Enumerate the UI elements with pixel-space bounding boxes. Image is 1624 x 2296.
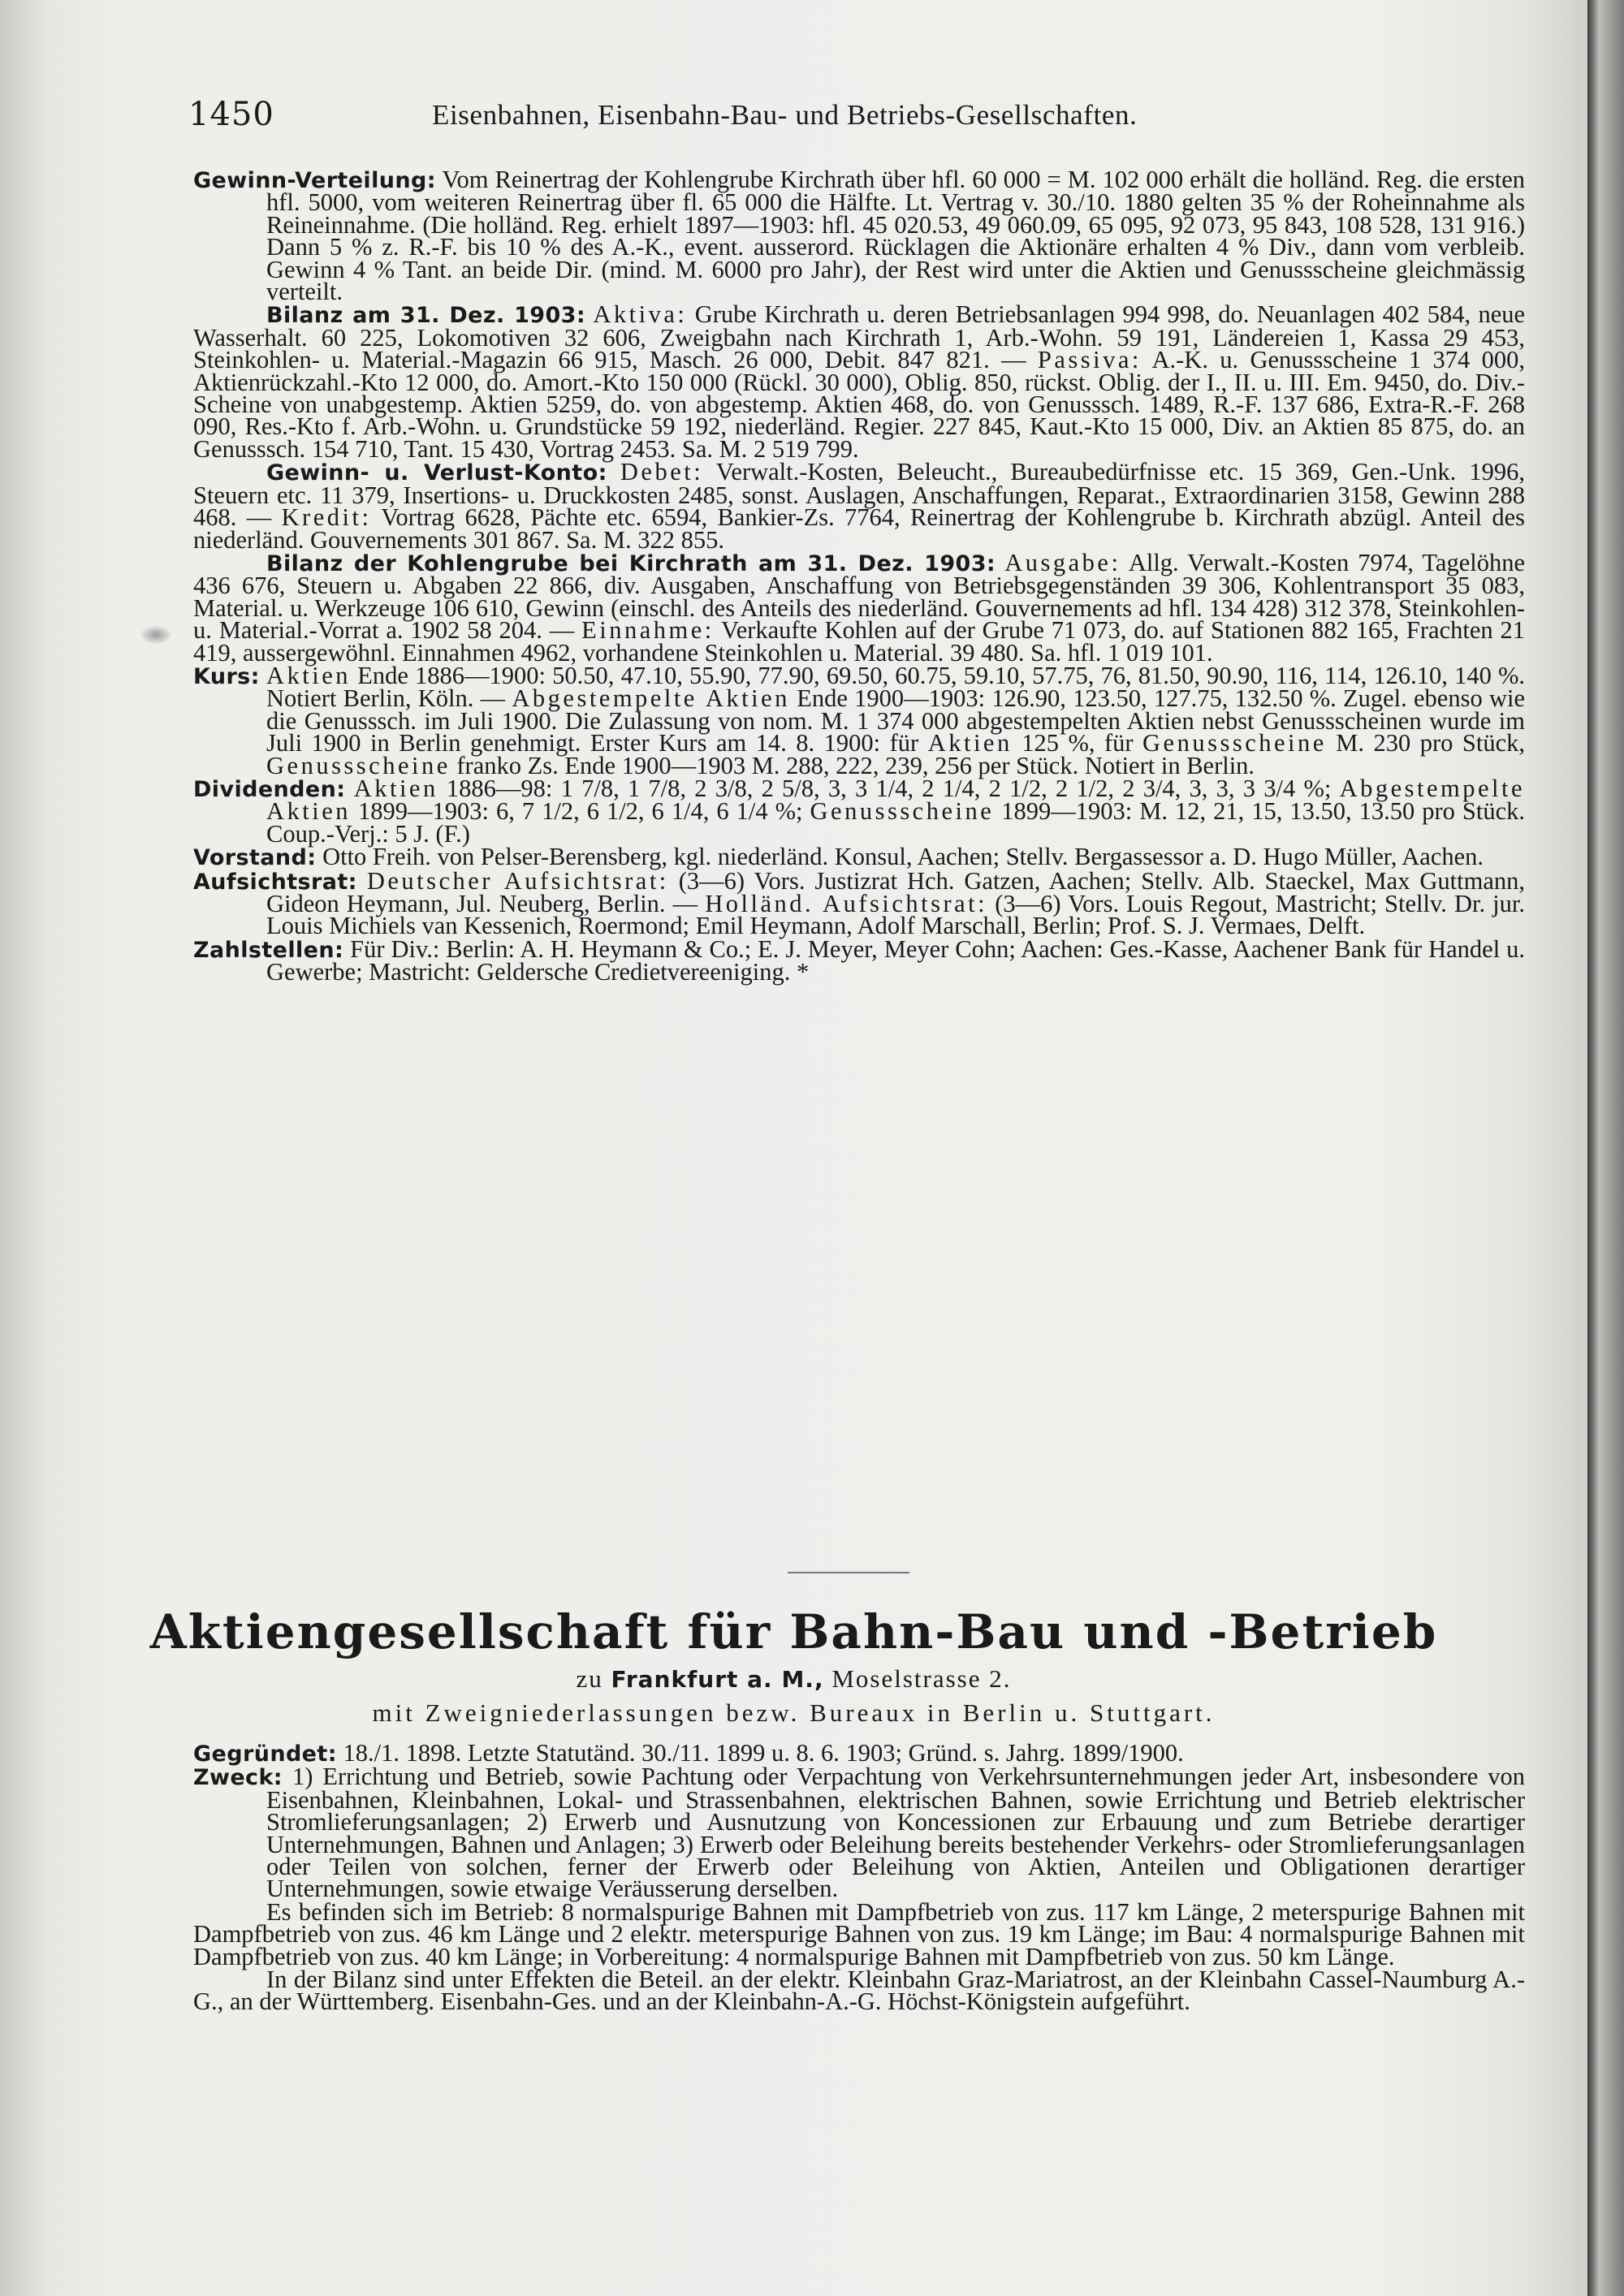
label-kredit: Kredit: — [281, 503, 372, 532]
text-kurs-2: Ende 1900—1903: 126.90, 123.50, 127.75, 132.50 %. Zugel. ebenso wie die Genusssch. im Juli 1900. Die Zulassung von nom. M. 1 374 000 abgestempelten Aktien nebst Genussscheinen wurde im Juli 1900 in Berlin genehmigt. Erster Kurs am 14. 8. 1900: für — [266, 684, 1526, 757]
section-bahnbau — [193, 1739, 1525, 2016]
label-vorstand: Vorstand: — [193, 845, 317, 871]
text-ausgabe: Allg. Verwalt.-Kosten 7974, Tagelöhne 436 676, Steuern u. Abgaben 22 866, div. Ausgaben, Anschaffung von Betriebsgegenständen 39 306, Kohlentransport 35 083, Material. u. Werkzeuge 106 610, Gewinn (einschl. des Anteils des niederländ. Gouvernements ad hfl. 134 428) 312 378, Steinkohlen- u. Material.-Vorrat a. 1902 58 204. — — [193, 548, 1526, 645]
label-ausgabe: Ausgabe: — [1004, 548, 1121, 576]
running-head — [188, 96, 1520, 145]
text-kredit: Vortrag 6628, Pächte etc. 6594, Bankier-Zs. 7764, Reinertrag der Kohlengrube b. Kirchrath abzügl. Anteil des niederländ. Gouvernements 301 867. Sa. M. 322 855. — [193, 503, 1526, 554]
label-div-abgestempelte: Abgestempelte Aktien — [266, 774, 1526, 826]
label-bilanz-kohlengrube: Bilanz der Kohlengrube bei Kirchrath am 31. Dez. 1903: — [266, 550, 996, 576]
label-kurs-aktien-2: Aktien — [927, 729, 1013, 757]
entry-bilanz-effekten — [193, 1966, 1525, 2016]
label-einnahme: Einnahme: — [581, 616, 715, 645]
company-address: Moselstrasse 2. — [831, 1664, 1012, 1693]
page-number: 1450 — [188, 96, 274, 133]
text-aufsichtsrat-2: (3—6) Vors. Louis Regout, Mastricht; Stellv. Dr. jur. Louis Michiels van Kessenich, Roermond; Emil Heymann, Adolf Marschall, Berlin; Prof. S. J. Vermaes, Delft. — [266, 890, 1525, 940]
label-kurs-genuss-2: Genussscheine — [266, 751, 451, 779]
entry-vorstand — [193, 843, 1525, 871]
label-gewinn-verteilung: Gewinn-Verteilung: — [193, 168, 436, 193]
text-div-1: 1886—98: 1 7/8, 1 7/8, 2 3/8, 2 5/8, 3, 3 1/4, 2 1/4, 2 1/2, 2 1/2, 2 3/4, 3, 3, 3 3/4 %; — [438, 774, 1340, 802]
label-div-genuss: Genussscheine — [810, 797, 995, 826]
text-div-3: 1899—1903: M. 12, 21, 15, 13.50, 13.50 pro Stück. Coup.-Verj.: 5 J. (F.) — [266, 797, 1525, 848]
text-kurs-1: Ende 1886—1900: 50.50, 47.10, 55.90, 77.90, 69.50, 60.75, 59.10, 57.75, 76, 81.50, 90.90, 116, 114, 126.10, 140 %. Notiert Berlin, Köln. — — [266, 661, 1526, 713]
label-debet: Debet: — [620, 458, 704, 486]
label-guv: Gewinn- u. Verlust-Konto: — [266, 460, 607, 486]
label-kurs-abgestempelte: Abgestempelte Aktien — [512, 684, 790, 713]
text-debet: Verwalt.-Kosten, Beleucht., Bureaubedürfnisse etc. 15 369, Gen.-Unk. 1996, Steuern etc. 11 379, Insertions- u. Druckkosten 2485, sonst. Auslagen, Anschaffungen, Reparat., Extraordinarien 3158, Gewinn 288 468. — — [193, 458, 1526, 532]
company-title: Aktiengesellschaft für Bahn-Bau und -Betrieb — [149, 1604, 1438, 1659]
label-aufsichtsrat: Aufsichtsrat: — [193, 869, 357, 895]
label-zahlstellen: Zahlstellen: — [193, 937, 344, 963]
text-gewinn-verteilung: Vom Reinertrag der Kohlengrube Kirchrath über hfl. 60 000 = M. 102 000 erhält die holländ. Reg. die ersten hfl. 5000, vom weiteren Reinertrag über fl. 65 000 die Hälfte. Lt. Vertrag v. 30./10. 1880 gelten 35 % der Roheinnahme als Reineinnahme. (Die holländ. Reg. erhielt 1897—1903: hfl. 45 020.53, 49 060.09, 65 095, 92 073, 95 843, 108 528, 131 916.) Dann 5 % z. R.-F. bis 10 % des A.-K., event. ausserord. Rücklagen die Aktionäre erhalten 4 % Div., dann vom verbleib. Gewinn 4 % Tant. an beide Dir. (mind. M. 6000 pro Jahr), der Rest wird unter die Aktien und Genussscheine gleichmässig verteilt. — [266, 166, 1525, 306]
text-kurs-3: 125 %, für — [1012, 729, 1143, 757]
entry-guv — [193, 458, 1526, 554]
label-kurs: Kurs: — [193, 663, 260, 689]
entry-zahlstellen — [193, 934, 1525, 986]
print-smudge — [140, 625, 172, 645]
label-bilanz: Bilanz am 31. Dez. 1903: — [266, 303, 586, 329]
entry-zweck — [193, 1763, 1525, 1903]
entry-dividenden — [193, 774, 1526, 848]
entry-bilanz-kohlengrube — [193, 548, 1526, 667]
entry-betrieb — [193, 1897, 1525, 1970]
text-div-2: 1899—1903: 6, 7 1/2, 6 1/2, 6 1/4, 6 1/4 %; — [351, 797, 810, 826]
section-kirchrath — [193, 166, 1526, 986]
company-branches: mit Zweigniederlassungen bezw. Bureaux in Berlin u. Stuttgart. — [372, 1698, 1216, 1727]
company-location — [0, 1664, 1587, 1694]
text-einnahme: Verkaufte Kohlen auf der Grube 71 073, do. auf Stationen 882 165, Frachten 21 419, aussergewöhnl. Einnahmen 4962, vorhandene Steinkohlen u. Material. 39 480. Sa. hfl. 1 019 101. — [193, 616, 1525, 667]
text-kurs-4: M. 230 pro Stück, — [1326, 729, 1526, 757]
label-gegruendet: Gegründet: — [193, 1741, 337, 1767]
label-div-aktien: Aktien — [353, 774, 438, 802]
label-zweck: Zweck: — [193, 1765, 283, 1791]
text-vorstand: Otto Freih. von Pelser-Berensberg, kgl. niederländ. Konsul, Aachen; Stellv. Bergassessor a. D. Hugo Müller, Aachen. — [322, 843, 1484, 871]
label-hollaend-aufsichtsrat: Holländ. Aufsichtsrat: — [705, 890, 988, 917]
text-zahlstellen: Für Div.: Berlin: A. H. Heymann & Co.; E. J. Meyer, Meyer Cohn; Aachen: Ges.-Kasse, Aachener Bank für Handel u. Gewerbe; Mastricht: Geldersche Credietvereeniging. * — [266, 934, 1525, 986]
text-bilanz-effekten: In der Bilanz sind unter Effekten die Beteil. an der elektr. Kleinbahn Graz-Mariatrost, an der Kleinbahn Cassel-Naumburg A.-G., an der Württemberg. Eisenbahn-Ges. und an der Kleinbahn-A.-G. Höchst-Königstein aufgeführt. — [193, 1966, 1525, 2016]
company-loc-prefix: zu — [576, 1664, 603, 1693]
page-edge-shadow — [1587, 0, 1624, 2296]
text-gegruendet: 18./1. 1898. Letzte Statutänd. 30./11. 1899 u. 8. 6. 1903; Gründ. s. Jahrg. 1899/1900. — [343, 1739, 1184, 1767]
company-city: Frankfurt a. M., — [611, 1666, 824, 1693]
label-kurs-genuss: Genussscheine — [1142, 729, 1327, 757]
text-passiva: A.-K. u. Genussscheine 1 374 000, Aktienrückzahl.-Kto 12 000, do. Amort.-Kto 150 000 (Rückl. 30 000), Oblig. 850, rückst. Oblig. der I., II. u. III. Em. 9450, do. Div.-Scheine von unabgestemp. Aktien 5259, do. von abgestemp. Aktien 468, do. von Genusssch. 1489, R.-F. 137 686, Extra-R.-F. 268 090, Res.-Kto f. Arb.-Wohn. u. Grundstücke 59 192, niederländ. Regier. 227 845, Kaut.-Kto 15 000, Div. an Aktien 85 875, do. an Genusssch. 154 710, Tant. 15 430, Vortrag 2453. Sa. M. 2 519 799. — [193, 346, 1525, 463]
entry-aufsichtsrat — [193, 866, 1526, 940]
text-zweck: 1) Errichtung und Betrieb, sowie Pachtung oder Verpachtung von Verkehrsunternehmungen jeder Art, insbesondere von Eisenbahnen, Kleinbahnen, Lokal- und Strassenbahnen, elektrischen Bahnen, sowie Errichtung und Betrieb elektrischer Stromlieferungsanlagen; 2) Erwerb und Ausnutzung von Koncessionen zur Erbauung und zum Betriebe derartiger Unternehmungen, Bahnen und Anlagen; 3) Erwerb oder Beleihung bereits bestehender Verkehrs- oder Stromlieferungsanlagen oder Teilen von solchen, ferner der Erwerb oder Beleihung von Aktien, Anteilen und Obligationen derartiger Unternehmungen, sowie etwaige Veräusserung derselben. — [266, 1763, 1525, 1903]
header-title: Eisenbahnen, Eisenbahn-Bau- und Betriebs-Gesellschaften. — [432, 99, 1138, 131]
entry-gewinn-verteilung — [193, 166, 1525, 306]
label-deutscher-aufsichtsrat: Deutscher Aufsichtsrat: — [366, 866, 669, 895]
label-aktiva: Aktiva: — [593, 300, 688, 329]
text-kurs-5: franko Zs. Ende 1900—1903 M. 288, 222, 239, 256 per Stück. Notiert in Berlin. — [450, 751, 1255, 779]
entry-gegruendet — [193, 1739, 1525, 1767]
section-divider — [788, 1572, 909, 1573]
label-passiva: Passiva: — [1037, 346, 1142, 374]
entry-kurs — [193, 661, 1526, 779]
entry-bilanz — [193, 300, 1526, 463]
label-dividenden: Dividenden: — [193, 776, 346, 802]
label-kurs-aktien: Aktien — [266, 661, 352, 689]
text-aktiva: Grube Kirchrath u. deren Betriebsanlagen 994 998, do. Neuanlagen 402 584, neue Wasserhalt. 60 225, Lokomotiven 32 606, Zweigbahn nach Kirchrath 1, Arb.-Wohn. 59 191, Ländereien 1, Kassa 29 453, Steinkohlen- u. Material.-Magazin 66 915, Masch. 26 000, Debit. 847 821. — — [193, 300, 1526, 374]
text-aufsichtsrat-1: (3—6) Vors. Justizrat Hch. Gatzen, Aachen; Stellv. Alb. Staeckel, Max Guttmann, Gideon Heymann, Jul. Neuberg, Berlin. — — [266, 866, 1526, 917]
text-betrieb: Es befinden sich im Betrieb: 8 normalspurige Bahnen mit Dampfbetrieb von zus. 117 km Länge, 2 meterspurige Bahnen mit Dampfbetrieb von zus. 46 km Länge und 2 elektr. meterspurige Bahnen von zus. 19 km Länge; im Bau: 4 normalspurige Bahnen mit Dampfbetrieb von zus. 40 km Länge; in Vorbereitung: 4 normalspurige Bahnen mit Dampfbetrieb von zus. 50 km Länge. — [193, 1897, 1525, 1970]
